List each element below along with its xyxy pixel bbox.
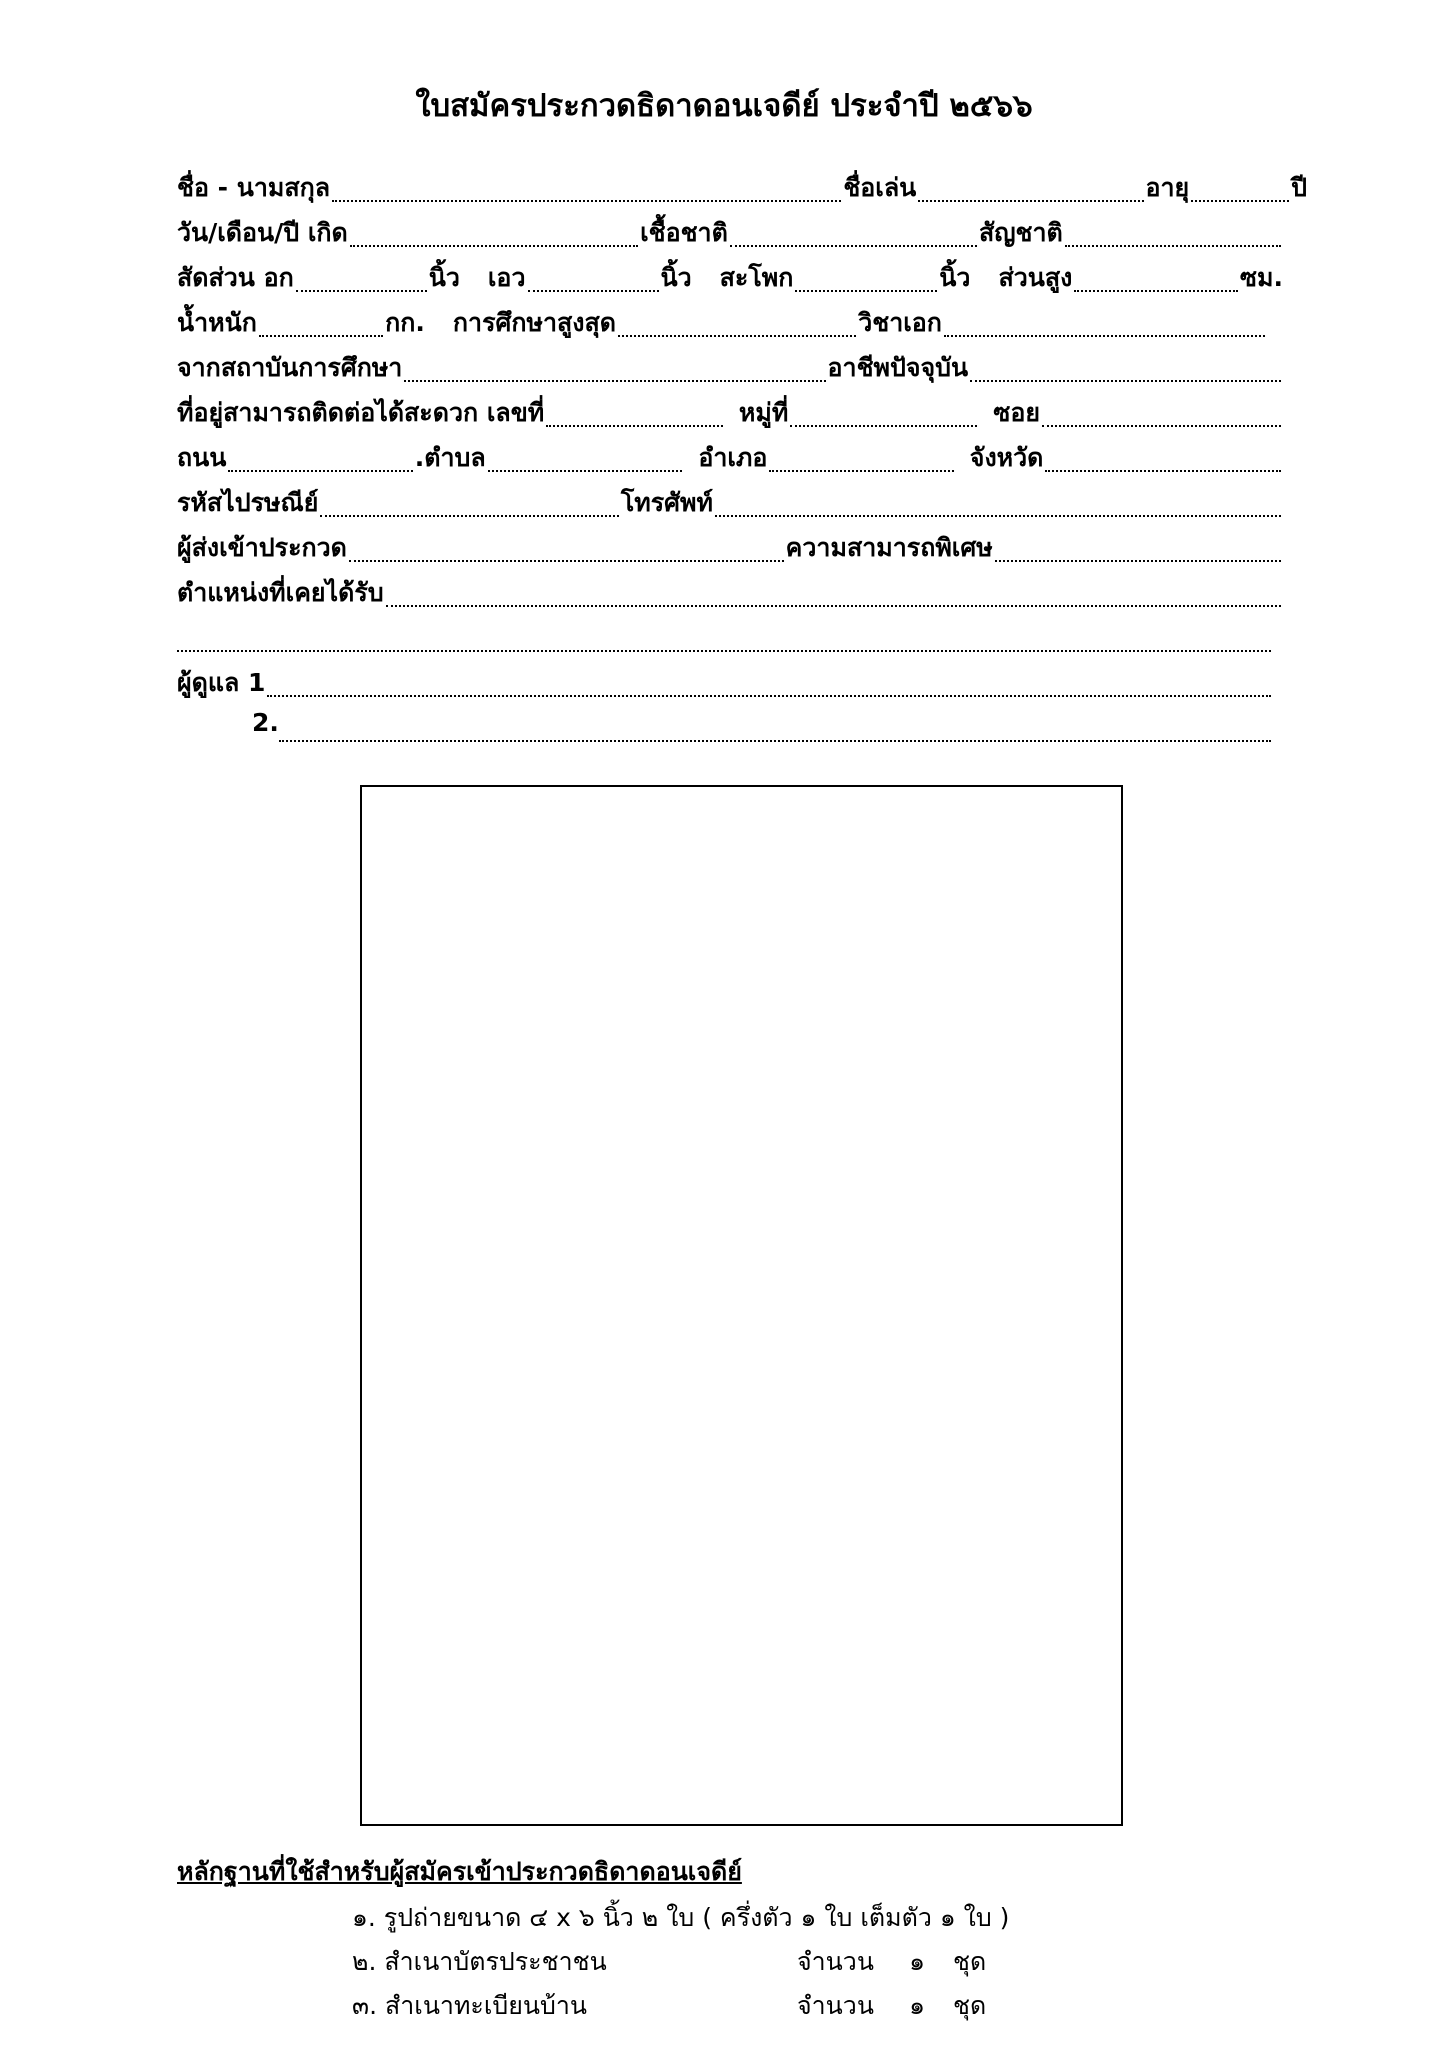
waist-unit: นิ้ว [660,263,692,292]
height-label: ส่วนสูง [998,263,1073,292]
waist-field[interactable] [528,289,659,292]
hip-unit: นิ้ว [939,263,971,292]
age-unit: ปี [1291,173,1307,202]
positions-field-line-2[interactable] [177,649,1271,652]
document-count-label: จำนวน [797,1991,874,2020]
talent-label: ความสามารถพิเศษ [785,533,993,562]
subdistrict-field[interactable] [488,469,683,472]
birthdate-field[interactable] [350,244,638,247]
document-unit: ชุด [953,1991,987,2020]
document-item-text: ๑. รูปถ่ายขนาด ๔ x ๖ นิ้ว ๒ ใบ ( ครึ่งตัว ๑ ใบ เต็มตัว ๑ ใบ ) [352,1903,1010,1932]
positions-field[interactable] [386,604,1281,607]
district-field[interactable] [769,469,953,472]
guardian-1-field[interactable] [267,694,1271,697]
sender-field[interactable] [349,559,784,562]
row-guardian-2 [177,708,1307,753]
row-institution [177,348,1307,393]
soi-field[interactable] [1042,424,1281,427]
postcode-field[interactable] [320,514,618,517]
major-field[interactable] [944,334,1265,337]
photo-box[interactable] [360,785,1123,1826]
bust-field[interactable] [296,289,427,292]
guardian-label: ผู้ดูแล 1 [177,668,266,697]
row-positions-continued [177,618,1307,663]
row-name [177,168,1307,213]
road-label: ถนน [177,443,227,472]
subdistrict-label: .ตำบล [414,443,486,472]
documents-list [352,1898,1152,2030]
occupation-label: อาชีพปัจจุบัน [827,353,969,382]
bust-unit: นิ้ว [428,263,460,292]
talent-field[interactable] [995,559,1281,562]
guardian-2-field[interactable] [279,739,1271,742]
occupation-field[interactable] [970,379,1281,382]
row-sender [177,528,1307,573]
document-item-text: ๒. สำเนาบัตรประชาชน [352,1947,607,1976]
weight-field[interactable] [259,334,383,337]
application-form [177,168,1307,753]
height-field[interactable] [1074,289,1238,292]
row-measurements [177,258,1307,303]
name-field[interactable] [332,199,841,202]
institution-label: จากสถาบันการศึกษา [177,353,403,382]
house-number-field[interactable] [546,424,723,427]
row-road [177,438,1307,483]
major-label: วิชาเอก [858,308,942,337]
row-birth [177,213,1307,258]
hip-field[interactable] [795,289,937,292]
age-field[interactable] [1191,199,1289,202]
bust-label: สัดส่วน อก [177,263,294,292]
nationality-field[interactable] [1065,244,1281,247]
positions-label: ตำแหน่งที่เคยได้รับ [177,578,384,607]
hip-label: สะโพก [719,263,794,292]
age-label: อายุ [1145,173,1190,202]
race-field[interactable] [730,244,977,247]
height-unit: ซม. [1240,263,1283,292]
phone-label: โทรศัพท์ [620,488,713,517]
document-unit: ชุด [953,1947,987,1976]
weight-label: น้ำหนัก [177,308,257,337]
postcode-label: รหัสไปรษณีย์ [177,488,319,517]
row-positions [177,573,1307,618]
document-item-text: ๓. สำเนาทะเบียนบ้าน [352,1991,588,2020]
village-field[interactable] [790,424,977,427]
road-field[interactable] [228,469,412,472]
document-count: ๑ [909,1947,925,1976]
document-count-label: จำนวน [797,1947,874,1976]
sender-label: ผู้ส่งเข้าประกวด [177,533,347,562]
row-guardian-1 [177,663,1307,708]
birthdate-label: วัน/เดือน/ปี เกิด [177,218,348,247]
document-item-3 [352,1986,1152,2030]
row-postcode [177,483,1307,528]
education-field[interactable] [618,334,856,337]
address-label: ที่อยู่สามารถติดต่อได้สะดวก เลขที่ [177,398,545,427]
form-title: ใบสมัครประกวดธิดาดอนเจดีย์ ประจำปี ๒๕๖๖ [415,88,1033,124]
village-label: หมู่ที่ [738,398,789,427]
province-label: จังหวัด [969,443,1044,472]
district-label: อำเภอ [698,443,768,472]
institution-field[interactable] [404,379,825,382]
education-label: การศึกษาสูงสุด [452,308,616,337]
nickname-label: ชื่อเล่น [843,173,917,202]
row-weight-education [177,303,1307,348]
weight-unit: กก. [385,308,425,337]
province-field[interactable] [1045,469,1281,472]
phone-field[interactable] [715,514,1281,517]
nationality-label: สัญชาติ [978,218,1063,247]
documents-heading: หลักฐานที่ใช้สำหรับผู้สมัครเข้าประกวดธิดาดอนเจดีย์ [177,1857,742,1886]
row-address [177,393,1307,438]
race-label: เชื้อชาติ [640,218,728,247]
name-label: ชื่อ - นามสกุล [177,173,331,202]
waist-label: เอว [487,263,526,292]
document-count: ๑ [909,1991,925,2020]
nickname-field[interactable] [918,199,1143,202]
document-item-2 [352,1942,1152,1986]
guardian2-label: 2. [252,708,279,737]
soi-label: ซอย [993,398,1041,427]
document-item-1 [352,1898,1152,1942]
